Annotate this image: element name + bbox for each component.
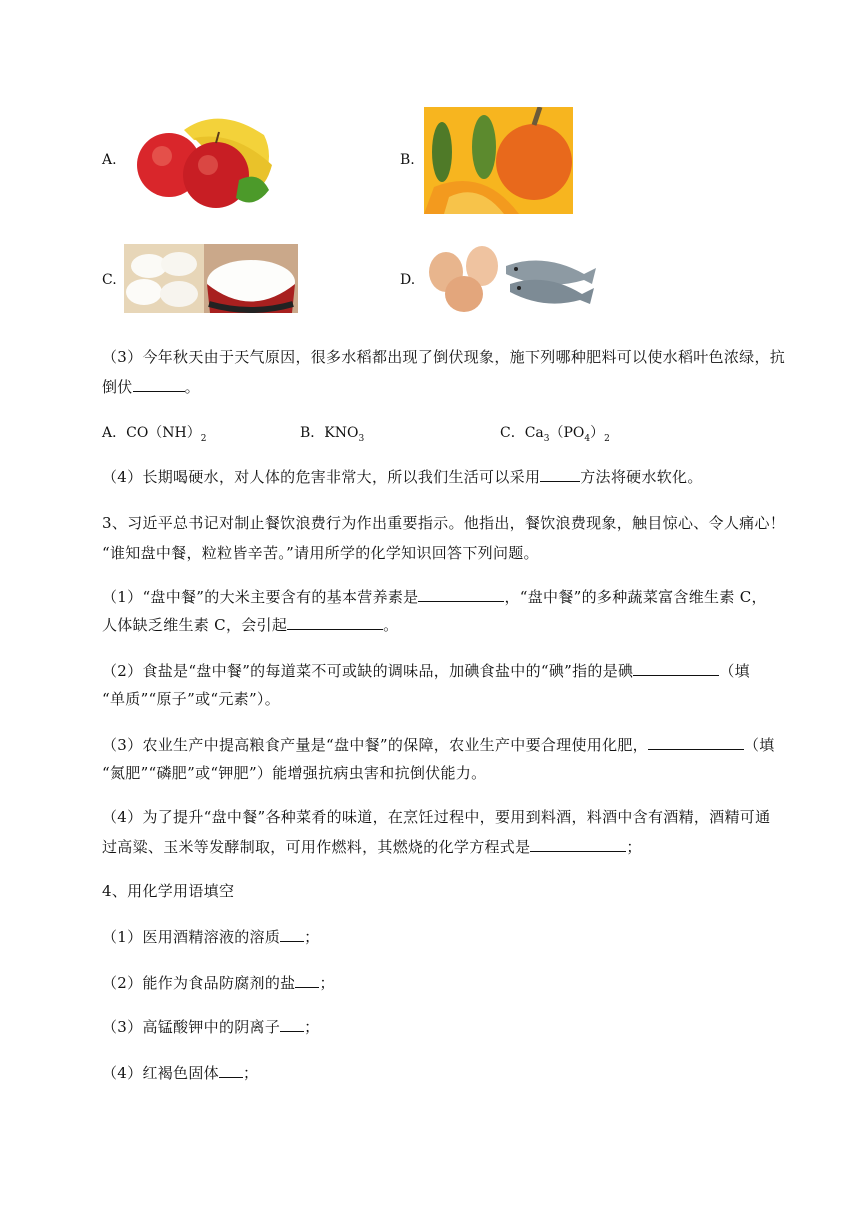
q4-item2 [102, 972, 335, 993]
q3-part3-text: （3）农业生产中提高粮食产量是“盘中餐”的保障，农业生产中要合理使用化肥， [102, 736, 648, 754]
q4-item-text: （3）高锰酸钾中的阴离子 [102, 1018, 281, 1036]
q3-part2-line1 [102, 660, 750, 681]
q4-item-end: ； [304, 1018, 320, 1036]
q3-intro-line2: “谁知盘中餐，粒粒皆辛苦。”请用所学的化学知识回答下列问题。 [102, 544, 539, 562]
answer-blank[interactable] [530, 837, 626, 852]
q2-part4-text: （4）长期喝硬水，对人体的危害非常大，所以我们生活可以采用 [102, 468, 541, 486]
q4-title: 4、用化学用语填空 [102, 882, 235, 900]
option-b-label: B. [400, 152, 415, 168]
option-c-text: ） [590, 425, 605, 441]
answer-blank[interactable] [418, 587, 504, 602]
q4-item1 [102, 926, 319, 947]
q4-item-end: ； [242, 1064, 259, 1082]
q3-part1-end: 。 [383, 616, 399, 634]
q4-item4 [102, 1062, 258, 1083]
protein-food-image [424, 244, 596, 314]
subscript: 3 [358, 433, 365, 444]
subscript: 4 [584, 433, 591, 444]
q3-part1-text: ，“盘中餐”的多种蔬菜富含维生素 C， [504, 588, 767, 606]
option-c-label: C. [102, 272, 117, 288]
subscript: 2 [200, 433, 207, 444]
answer-blank[interactable] [280, 1017, 304, 1032]
option-a-text: A．CO（NH） [102, 425, 201, 441]
q3-part1-text: 人体缺乏维生素 C，会引起 [102, 616, 288, 634]
q4-item-end: ； [319, 974, 335, 992]
option-c-text: （PO [549, 425, 585, 441]
q3-part1-line1 [102, 586, 767, 607]
q4-item3 [102, 1016, 319, 1037]
answer-blank[interactable] [287, 615, 383, 630]
answer-blank[interactable] [648, 735, 744, 750]
q3-part3-text: （填 [743, 736, 775, 754]
answer-blank[interactable] [295, 973, 319, 988]
q3-part4-line2 [102, 836, 642, 857]
q3-part4-end: ； [626, 838, 642, 856]
option-a-fertilizer [102, 422, 207, 444]
answer-blank[interactable] [280, 927, 304, 942]
q2-part4-end: 方法将硬水软化。 [580, 468, 703, 486]
q3-part2-text: （填 [719, 662, 750, 680]
q2-part3-text: 倒伏 [102, 378, 133, 396]
option-c-fertilizer [500, 422, 610, 444]
q4-item-end: ； [304, 928, 320, 946]
q3-part4-text: 过高粱、玉米等发酵制取，可用作燃料，其燃烧的化学方程式是 [102, 838, 531, 856]
staple-food-image [124, 244, 298, 313]
answer-blank[interactable] [540, 467, 580, 482]
q3-intro-line1: 3、习近平总书记对制止餐饮浪费行为作出重要指示。他指出，餐饮浪费现象，触目惊心、令人痛心！ [102, 514, 786, 532]
q3-part1-text: （1）“盘中餐”的大米主要含有的基本营养素是 [102, 588, 419, 606]
option-b-fertilizer [300, 422, 364, 444]
q3-part2-text: （2）食盐是“盘中餐”的每道菜不可或缺的调味品，加碘食盐中的“碘”指的是碘 [102, 662, 634, 680]
subscript: 3 [543, 433, 550, 444]
q4-item-text: （4）红褐色固体 [102, 1064, 219, 1082]
q4-item-text: （2）能作为食品防腐剂的盐 [102, 974, 296, 992]
vegetable-image [424, 107, 573, 214]
option-c-text: C．Ca [500, 425, 544, 441]
q4-item-text: （1）医用酒精溶液的溶质 [102, 928, 281, 946]
fruit-image [124, 110, 274, 210]
option-a-label: A. [102, 152, 117, 168]
answer-blank[interactable] [133, 377, 185, 392]
q3-part4-line1: （4）为了提升“盘中餐”各种菜肴的味道，在烹饪过程中，要用到料酒，料酒中含有酒精，酒精可通 [102, 808, 771, 826]
q3-part2-line2: “单质”“原子”或“元素”）。 [102, 690, 281, 708]
answer-blank[interactable] [633, 661, 719, 676]
q2-part3-end: 。 [184, 378, 200, 396]
q2-part3-line1: （3）今年秋天由于天气原因，很多水稻都出现了倒伏现象，施下列哪种肥料可以使水稻叶色浓绿，抗 [102, 348, 786, 366]
answer-blank[interactable] [219, 1063, 243, 1078]
option-d-label: D. [400, 272, 416, 288]
q2-part3-line2 [102, 376, 200, 397]
q3-part1-line2 [102, 614, 398, 635]
q2-part4 [102, 466, 703, 487]
option-b-text: B．KNO [300, 425, 359, 441]
q3-part3-line1 [102, 734, 775, 755]
subscript: 2 [604, 433, 610, 444]
q3-part3-line2: “氮肥”“磷肥”或“钾肥”）能增强抗病虫害和抗倒伏能力。 [102, 764, 487, 782]
